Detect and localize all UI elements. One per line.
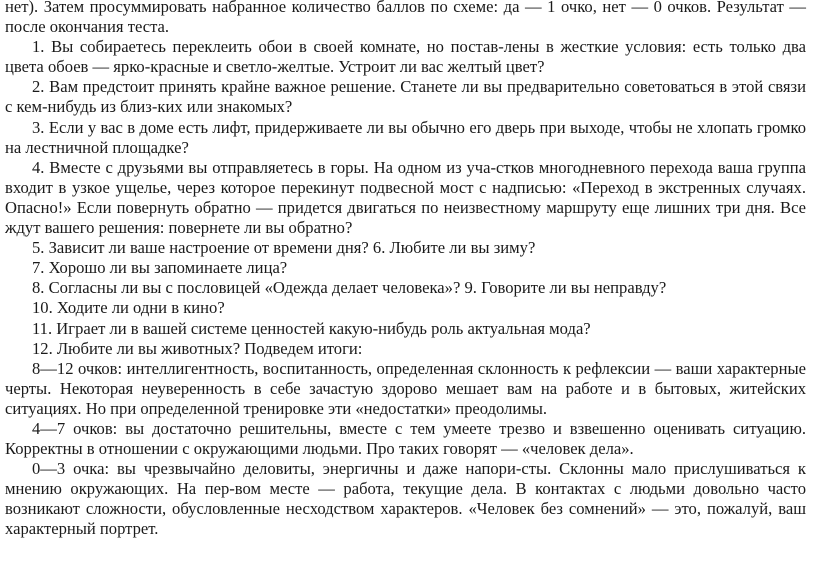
- result-8-12: 8—12 очков: интеллигентность, воспитанность, определенная склонность к рефлексии — ваши характерные черты. Некоторая неуверенность в себе зачастую здорово мешает вам на работе и в бытовых, житейских ситуациях. Но при определенной тренировке эти «недостатки» преодолимы.: [5, 358, 806, 418]
- question-7: 7. Хорошо ли вы запоминаете лица?: [32, 258, 288, 278]
- question-11: 11. Играет ли в вашей системе ценностей какую-нибудь роль актуальная мода?: [32, 318, 591, 338]
- question-3: 3. Если у вас в доме есть лифт, придерживаете ли вы обычно его дверь при выходе, чтобы не хлопать громко на лестничной площадке?: [5, 117, 806, 157]
- result-0-3: 0—3 очка: вы чрезвычайно деловиты, энергичны и даже напори-сты. Склонны мало прислушиваться к мнению окружающих. На пер-вом месте — работа, текущие дела. В контактах с людьми довольно часто возникают сложности, обусловленные несходством характеров. «Человек без сомнений» — это, пожалуй, ваш характерный портрет.: [5, 459, 806, 539]
- question-2: 2. Вам предстоит принять крайне важное решение. Станете ли вы предварительно советоваться в этой связи с кем-нибудь из близ-ких или знакомых?: [5, 77, 806, 117]
- paragraph-intro: нет). Затем просуммировать набранное количество баллов по схеме: да — 1 очко, нет — 0 очков. Результат — после окончания теста.: [5, 0, 806, 37]
- question-12: 12. Любите ли вы животных? Подведем итоги:: [32, 338, 363, 358]
- question-4: 4. Вместе с друзьями вы отправляетесь в горы. На одном из уча-стков многодневного перехода ваша группа входит в узкое ущелье, через которое перекинут подвесной мост с надписью: «Переход в экстренных случаях. Опасно!» Если повернуть обратно — придется двигаться по неизвестному маршруту еще лишних три дня. Все ждут вашего решения: повернете ли вы обратно?: [5, 157, 806, 238]
- question-10: 10. Ходите ли одни в кино?: [32, 298, 225, 318]
- question-8-9: 8. Согласны ли вы с пословицей «Одежда делает человека»? 9. Говорите ли вы неправду?: [32, 278, 667, 298]
- question-1: 1. Вы собираетесь переклеить обои в своей комнате, но постав-лены в жесткие условия: есть только два цвета обоев — ярко-красные и светло-желтые. Устроит ли вас желтый цвет?: [5, 37, 806, 77]
- result-4-7: 4—7 очков: вы достаточно решительны, вместе с тем умеете трезво и взвешенно оценивать ситуацию. Корректны в отношении с окружающими людьми. Про таких говорят — «человек дела».: [5, 418, 806, 459]
- question-5-6: 5. Зависит ли ваше настроение от времени дня? 6. Любите ли вы зиму?: [32, 238, 536, 258]
